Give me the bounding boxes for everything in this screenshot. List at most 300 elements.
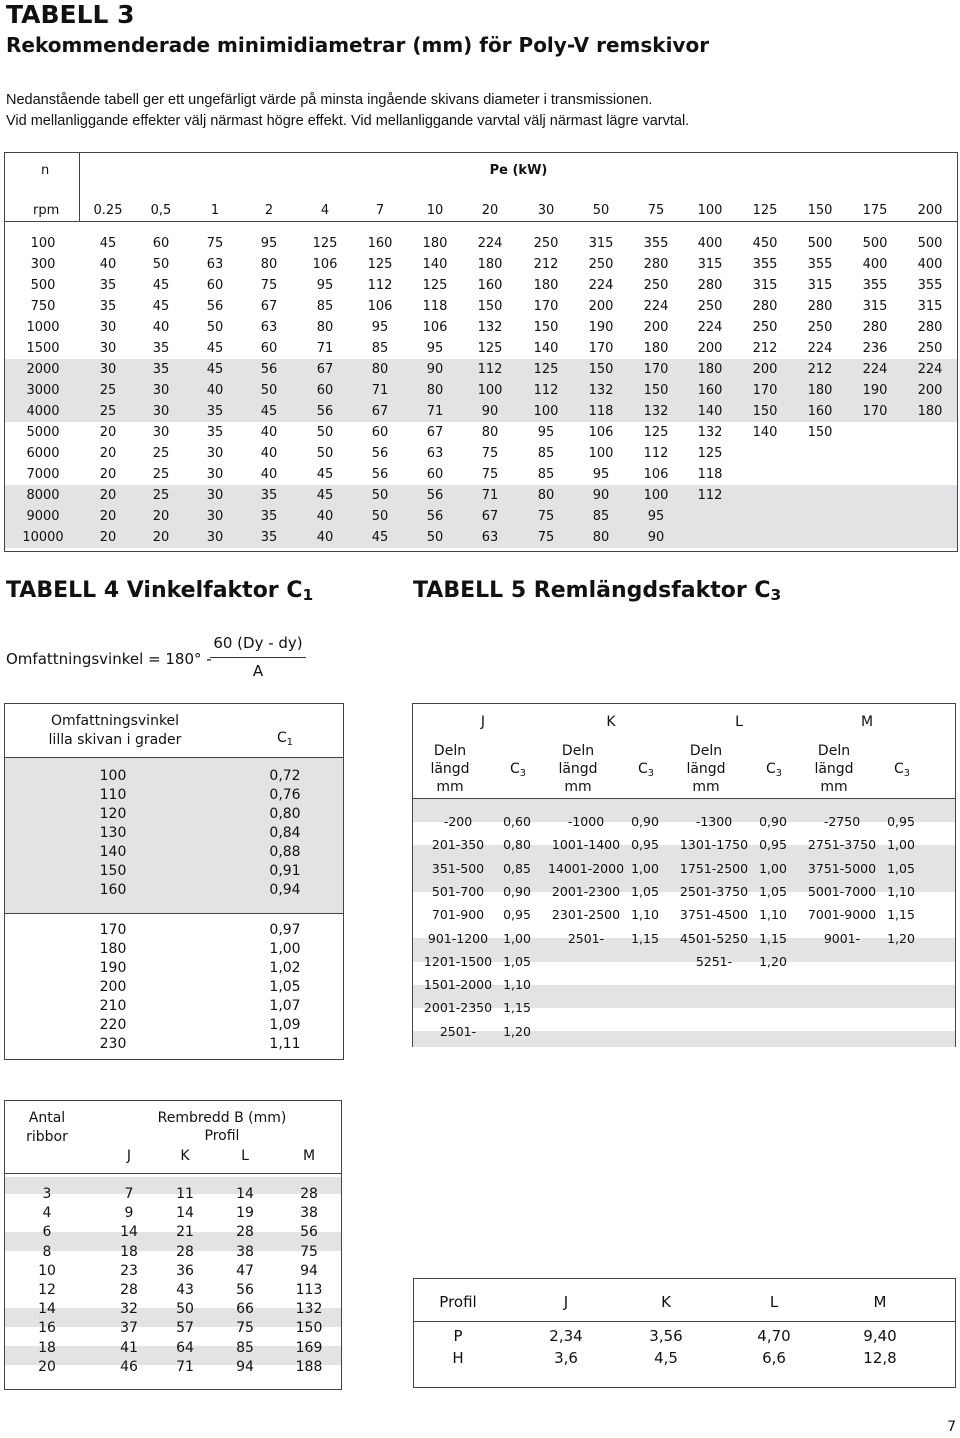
value-cell: 150: [643, 383, 669, 398]
value-cell: 132: [588, 383, 614, 398]
value-cell: 67: [481, 509, 499, 524]
width-cell: 32: [120, 1301, 138, 1318]
deln-line3: mm: [564, 779, 592, 795]
value-cell: 106: [312, 257, 338, 272]
value-cell: 50: [152, 257, 170, 272]
width-cell: 50: [176, 1301, 194, 1318]
length-cell: 501-700: [431, 883, 485, 899]
c3-header: [621, 760, 671, 783]
power-header-cell: 2: [264, 203, 274, 218]
value-cell: 20: [99, 425, 117, 440]
ribs-cell: 10: [38, 1262, 56, 1279]
value-cell: 132: [643, 404, 669, 419]
value-cell: 60: [371, 425, 389, 440]
factor-cell: 0,90: [631, 814, 659, 829]
length-cell: 1301-1750: [679, 837, 749, 853]
width-cell: 21: [176, 1224, 194, 1241]
ribs-cell: 18: [38, 1339, 56, 1356]
value-cell: 250: [643, 278, 669, 293]
header-cell: K: [661, 1293, 671, 1311]
power-header-cell: 100: [697, 203, 723, 218]
width-cell: 19: [236, 1205, 254, 1222]
value-cell: 355: [643, 236, 669, 251]
power-header-cell: 0.25: [93, 203, 123, 218]
value-cell: 355: [807, 257, 833, 272]
width-cell: 66: [236, 1301, 254, 1318]
formula-label: Omfattningsvinkel = 180° -: [6, 650, 212, 668]
width-cell: 14: [236, 1186, 254, 1202]
table-row: [5, 338, 957, 359]
value-cell: 180: [917, 404, 943, 419]
value-cell: 50: [316, 446, 334, 461]
width-cell: 38: [300, 1205, 318, 1222]
angle-header-line2: lilla skivan i grader: [48, 732, 182, 748]
value-cell: 224: [643, 299, 669, 314]
factor-cell: 1,00: [887, 837, 915, 853]
value-cell: 250: [807, 320, 833, 335]
value-cell: 500: [862, 236, 888, 251]
value-cell: 236: [862, 341, 888, 356]
value-cell: 30: [206, 446, 224, 461]
rpm-cell: 100: [30, 236, 56, 251]
value-cell: 170: [862, 404, 888, 419]
table-row: [5, 506, 957, 527]
angle-column-header: [25, 712, 205, 750]
angle-cell: 160: [99, 882, 127, 898]
value-cell: 30: [99, 320, 117, 335]
value-cell: 75: [206, 236, 224, 251]
value-cell: 132: [477, 320, 503, 335]
header-divider: [5, 221, 957, 222]
value-cell: 50: [206, 320, 224, 335]
c3-sub: 3: [775, 768, 782, 779]
c3-sub: 3: [519, 768, 526, 779]
value-cell: 170: [752, 383, 778, 398]
width-cell: 47: [236, 1262, 254, 1279]
length-cell: 2001-2350: [423, 1000, 493, 1016]
value-cell: 30: [99, 341, 117, 356]
value-cell: 180: [422, 236, 448, 251]
rpm-cell: 10000: [22, 530, 64, 545]
value-cell: 250: [917, 341, 943, 356]
value-cell: 140: [752, 425, 778, 440]
angle-header-line1: Omfattningsvinkel: [50, 713, 180, 729]
value-cell: 20: [99, 446, 117, 461]
length-cell: 2501-: [439, 1023, 477, 1039]
value-cell: 80: [371, 362, 389, 377]
value-cell: 45: [316, 467, 334, 482]
deln-header: [671, 742, 741, 796]
value-cell: 75: [537, 509, 555, 524]
deln-line2: längd: [430, 761, 470, 777]
width-cell: 85: [236, 1339, 254, 1356]
value-cell: 20: [99, 530, 117, 545]
factor-cell: 1,05: [269, 979, 301, 995]
width-cell: 28: [120, 1282, 138, 1298]
table-row: [5, 443, 957, 464]
angle-cell: 120: [99, 806, 127, 822]
value-cell: 118: [422, 299, 448, 314]
value-cell: 63: [426, 446, 444, 461]
formula-denominator: A: [252, 662, 264, 680]
c3-label: C: [765, 761, 776, 777]
value-cell: 85: [537, 446, 555, 461]
rpm-cell: 750: [30, 299, 56, 314]
h-cell: 3,6: [554, 1349, 578, 1367]
group-header-J: J: [480, 714, 486, 730]
factor-cell: 1,10: [759, 907, 787, 923]
power-header-cell: 200: [917, 203, 943, 218]
c3-label: C: [637, 761, 648, 777]
value-cell: 20: [99, 467, 117, 482]
value-cell: 112: [643, 446, 669, 461]
value-cell: 160: [807, 404, 833, 419]
length-cell: 2501-3750: [679, 883, 749, 899]
value-cell: 106: [367, 299, 393, 314]
group-header-M: M: [860, 714, 874, 730]
factor-cell: 1,10: [503, 977, 531, 993]
value-cell: 160: [697, 383, 723, 398]
ribs-cell: 8: [42, 1243, 52, 1260]
power-header-cell: 7: [375, 203, 385, 218]
factor-cell: 1,09: [269, 1017, 301, 1033]
power-header-cell: 10: [426, 203, 444, 218]
value-cell: 71: [371, 383, 389, 398]
profile-K-header: K: [180, 1148, 190, 1164]
profile-L-header: L: [241, 1148, 249, 1164]
factor-cell: 0,95: [503, 907, 531, 923]
h-cell: H: [452, 1349, 464, 1367]
length-cell: 7001-9000: [807, 907, 877, 923]
value-cell: 125: [697, 446, 723, 461]
profile-header: Profil: [204, 1128, 240, 1144]
width-cell: 38: [236, 1243, 254, 1260]
rpm-cell: 9000: [26, 509, 60, 524]
value-cell: 85: [592, 509, 610, 524]
value-cell: 80: [260, 257, 278, 272]
value-cell: 30: [206, 509, 224, 524]
value-cell: 100: [533, 404, 559, 419]
value-cell: 85: [371, 341, 389, 356]
value-cell: 212: [807, 362, 833, 377]
table-row: [5, 380, 957, 401]
header-divider: [414, 1321, 955, 1322]
table-row: [5, 422, 957, 443]
value-cell: 160: [477, 278, 503, 293]
value-cell: 95: [371, 320, 389, 335]
value-cell: 20: [152, 530, 170, 545]
value-cell: 100: [477, 383, 503, 398]
width-cell: 23: [120, 1262, 138, 1279]
width-cell: 188: [295, 1358, 323, 1375]
table5-belt-length-factor: [412, 703, 956, 1047]
width-cell: 9: [124, 1205, 134, 1222]
value-cell: 180: [807, 383, 833, 398]
length-cell: 5001-7000: [807, 883, 877, 899]
p-cell: 9,40: [863, 1327, 897, 1345]
value-cell: 140: [422, 257, 448, 272]
length-cell: 1501-2000: [423, 977, 493, 993]
value-cell: 106: [588, 425, 614, 440]
factor-cell: 0,85: [503, 860, 531, 876]
value-cell: 190: [862, 383, 888, 398]
angle-cell: 170: [99, 922, 127, 938]
value-cell: 45: [206, 341, 224, 356]
value-cell: 280: [697, 278, 723, 293]
deln-line3: mm: [820, 779, 848, 795]
value-cell: 224: [807, 341, 833, 356]
c3-sub: 3: [647, 768, 654, 779]
value-cell: 45: [260, 404, 278, 419]
rpm-cell: 6000: [26, 446, 60, 461]
length-cell: 201-350: [431, 837, 485, 853]
value-cell: 224: [862, 362, 888, 377]
width-cell: 57: [176, 1320, 194, 1337]
value-cell: 56: [260, 362, 278, 377]
deln-line1: Deln: [561, 743, 595, 759]
value-cell: 56: [426, 488, 444, 503]
value-cell: 90: [592, 488, 610, 503]
value-cell: 25: [152, 446, 170, 461]
value-cell: 40: [206, 383, 224, 398]
value-cell: 224: [588, 278, 614, 293]
header-cell: Profil: [439, 1293, 477, 1311]
factor-cell: 0,91: [269, 863, 301, 879]
factor-cell: 1,00: [269, 941, 301, 957]
p-cell: 4,70: [757, 1327, 791, 1345]
value-cell: 280: [862, 320, 888, 335]
value-cell: 125: [312, 236, 338, 251]
value-cell: 63: [260, 320, 278, 335]
c3-label: C: [893, 761, 904, 777]
value-cell: 80: [537, 488, 555, 503]
value-cell: 35: [206, 404, 224, 419]
c3-label: C: [509, 761, 520, 777]
factor-cell: 0,76: [269, 787, 301, 803]
value-cell: 140: [533, 341, 559, 356]
length-cell: 1001-1400: [551, 837, 621, 853]
value-cell: 45: [316, 488, 334, 503]
ribs-cell: 3: [42, 1186, 52, 1202]
value-cell: 224: [917, 362, 943, 377]
value-cell: 80: [316, 320, 334, 335]
table4-heading: TABELL 4 Vinkelfaktor $C_1$: [6, 578, 314, 604]
factor-cell: 0,84: [269, 825, 301, 841]
width-cell: 7: [124, 1186, 134, 1202]
value-cell: 30: [206, 467, 224, 482]
value-cell: 112: [533, 383, 559, 398]
rpm-cell: 2000: [26, 362, 60, 377]
power-header-cell: 30: [537, 203, 555, 218]
value-cell: 60: [316, 383, 334, 398]
value-cell: 150: [588, 362, 614, 377]
value-cell: 30: [152, 425, 170, 440]
rpm-cell: 3000: [26, 383, 60, 398]
factor-cell: 1,07: [269, 998, 301, 1014]
value-cell: 315: [807, 278, 833, 293]
power-header-cell: 150: [807, 203, 833, 218]
group-header-K: K: [606, 714, 616, 730]
value-cell: 400: [697, 236, 723, 251]
value-cell: 67: [260, 299, 278, 314]
value-cell: 170: [643, 362, 669, 377]
value-cell: 280: [917, 320, 943, 335]
value-cell: 150: [807, 425, 833, 440]
width-cell: 132: [295, 1301, 323, 1318]
value-cell: 75: [537, 530, 555, 545]
table3-subtitle: Rekommenderade minimidiametrar (mm) för Poly-V remskivor: [6, 33, 710, 57]
value-cell: 212: [533, 257, 559, 272]
c1-column-header: $C_1$: [276, 730, 293, 748]
factor-cell: 0,88: [269, 844, 301, 860]
value-cell: 50: [316, 425, 334, 440]
rpm-cell: 300: [30, 257, 56, 272]
value-cell: 315: [697, 257, 723, 272]
rpm-cell: 8000: [26, 488, 60, 503]
value-cell: 100: [643, 488, 669, 503]
value-cell: 90: [647, 530, 665, 545]
h-cell: 4,5: [654, 1349, 678, 1367]
angle-cell: 150: [99, 863, 127, 879]
value-cell: 95: [426, 341, 444, 356]
value-cell: 40: [316, 530, 334, 545]
factor-cell: 1,10: [887, 883, 915, 899]
length-cell: 1201-1500: [423, 953, 493, 969]
factor-cell: 0,80: [269, 806, 301, 822]
intro-line-1: Nedanstående tabell ger ett ungefärligt värde på minsta ingående skivans diameter i transmissionen.: [6, 92, 653, 108]
value-cell: 30: [152, 383, 170, 398]
table-row: [5, 275, 957, 296]
c3-header: [493, 760, 543, 783]
length-cell: 3751-4500: [679, 907, 749, 923]
value-cell: 315: [588, 236, 614, 251]
value-cell: 63: [481, 530, 499, 545]
factor-cell: 0,95: [759, 837, 787, 853]
power-header-cell: 20: [481, 203, 499, 218]
value-cell: 90: [481, 404, 499, 419]
angle-cell: 100: [99, 768, 127, 784]
angle-cell: 190: [99, 960, 127, 976]
value-cell: 112: [697, 488, 723, 503]
c3-header: [749, 760, 799, 783]
factor-cell: 1,05: [759, 883, 787, 899]
page-number: 7: [947, 1419, 956, 1435]
table7-profile-dimensions: [413, 1278, 956, 1388]
width-cell: 14: [120, 1224, 138, 1241]
table-row: [5, 401, 957, 422]
width-cell: 46: [120, 1358, 138, 1375]
value-cell: 80: [481, 425, 499, 440]
factor-cell: 0,80: [503, 837, 531, 853]
factor-cell: 1,00: [759, 860, 787, 876]
header-divider: [5, 1173, 341, 1174]
value-cell: 45: [152, 278, 170, 293]
deln-line1: Deln: [689, 743, 723, 759]
header-cell: J: [563, 1293, 569, 1311]
value-cell: 56: [371, 467, 389, 482]
angle-cell: 220: [99, 1017, 127, 1033]
deln-line2: längd: [686, 761, 726, 777]
value-cell: 150: [477, 299, 503, 314]
length-cell: 4501-5250: [679, 930, 749, 946]
value-cell: 280: [807, 299, 833, 314]
power-header-cell: 125: [752, 203, 778, 218]
value-cell: 140: [697, 404, 723, 419]
width-cell: 14: [176, 1205, 194, 1222]
deln-line1: Deln: [817, 743, 851, 759]
value-cell: 25: [99, 404, 117, 419]
value-cell: 30: [99, 362, 117, 377]
value-cell: 71: [426, 404, 444, 419]
power-header-row: [80, 203, 957, 219]
length-cell: -2750: [823, 814, 861, 829]
value-cell: 315: [917, 299, 943, 314]
angle-cell: 230: [99, 1036, 127, 1052]
factor-cell: 0,94: [269, 882, 301, 898]
value-cell: 50: [371, 509, 389, 524]
ribs-header-line2: ribbor: [26, 1129, 68, 1145]
value-cell: 71: [481, 488, 499, 503]
factor-cell: 0,60: [503, 814, 531, 829]
angle-cell: 210: [99, 998, 127, 1014]
factor-cell: 1,00: [631, 860, 659, 876]
width-cell: 43: [176, 1282, 194, 1298]
value-cell: 25: [152, 488, 170, 503]
value-cell: 112: [367, 278, 393, 293]
value-cell: 30: [206, 530, 224, 545]
value-cell: 180: [697, 362, 723, 377]
intro-line-2: Vid mellanliggande effekter välj närmast högre effekt. Vid mellanliggande varvtal välj närmast lägre varvtal.: [6, 113, 690, 129]
h-cell: 6,6: [762, 1349, 786, 1367]
table3-heading: TABELL 3: [6, 0, 135, 29]
fraction-bar: [210, 657, 306, 658]
value-cell: 45: [206, 362, 224, 377]
p-cell: 2,34: [549, 1327, 583, 1345]
value-cell: 355: [862, 278, 888, 293]
table-row: [5, 527, 957, 548]
value-cell: 35: [206, 425, 224, 440]
value-cell: 20: [99, 509, 117, 524]
value-cell: 95: [537, 425, 555, 440]
table3-min-diameters: [4, 152, 958, 552]
value-cell: 80: [426, 383, 444, 398]
table6-belt-width: [4, 1100, 342, 1390]
profile-M-header: M: [302, 1148, 316, 1164]
value-cell: 500: [917, 236, 943, 251]
value-cell: 50: [260, 383, 278, 398]
factor-cell: 1,02: [269, 960, 301, 976]
value-cell: 56: [426, 509, 444, 524]
value-cell: 100: [588, 446, 614, 461]
rpm-label: rpm: [33, 203, 60, 218]
angle-cell: 110: [99, 787, 127, 803]
factor-cell: 1,05: [887, 860, 915, 876]
value-cell: 75: [481, 446, 499, 461]
width-cell: 75: [236, 1320, 254, 1337]
factor-cell: 1,00: [503, 930, 531, 946]
width-cell: 64: [176, 1339, 194, 1356]
value-cell: 63: [206, 257, 224, 272]
width-cell: 169: [295, 1339, 323, 1356]
deln-header: [415, 742, 485, 796]
group-header-L: L: [735, 714, 743, 730]
rpm-cell: 7000: [26, 467, 60, 482]
factor-cell: 1,20: [887, 930, 915, 946]
length-cell: -1300: [695, 814, 733, 829]
width-cell: 56: [300, 1224, 318, 1241]
ribs-header-line1: Antal: [28, 1110, 66, 1126]
length-cell: 2301-2500: [551, 907, 621, 923]
